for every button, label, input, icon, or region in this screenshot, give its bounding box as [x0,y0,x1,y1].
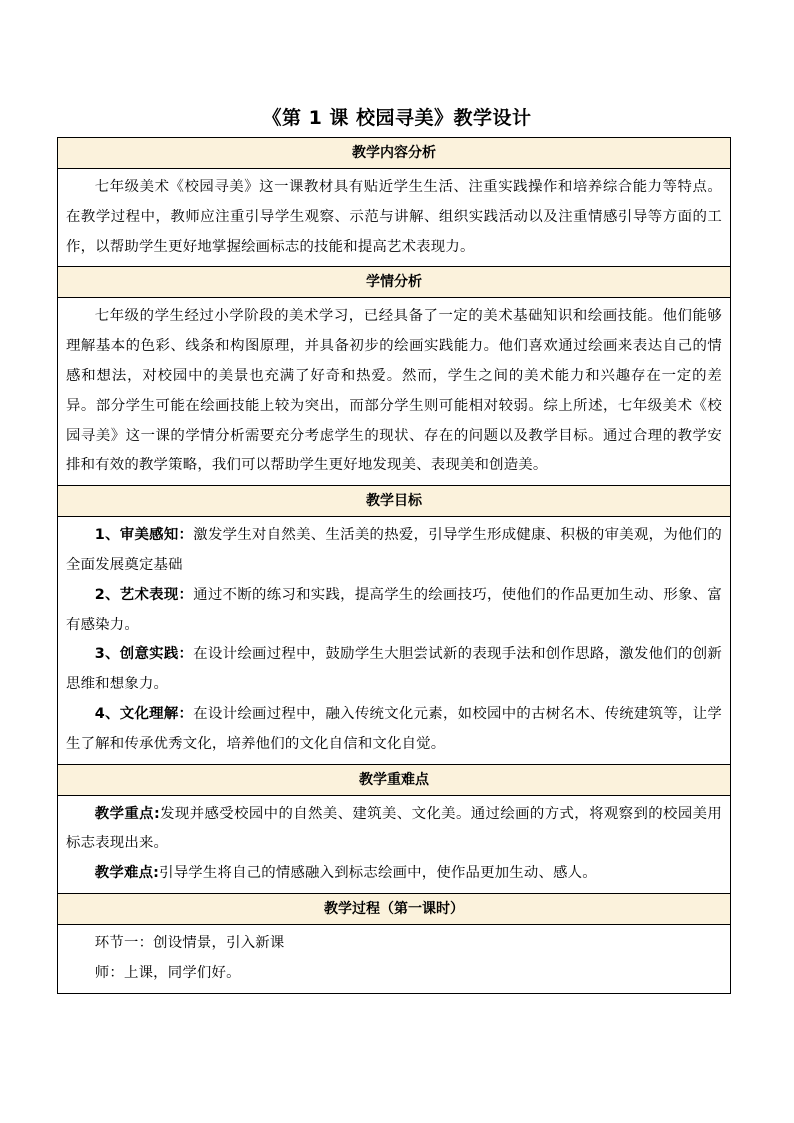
paragraph-text: 七年级美术《校园寻美》这一课教材具有贴近学生生活、注重实践操作和培养综合能力等特点。在教学过程中，教师应注重引导学生观察、示范与讲解、组织实践活动以及注重情感引导等方面的工作，以帮助学生更好地掌握绘画标志的技能和提高艺术表现力。 [66,179,722,255]
lesson-plan-table [57,137,731,994]
paragraph-text: 激发学生对自然美、生活美的热爱，引导学生形成健康、积极的审美观，为他们的全面发展奠定基础 [66,527,722,573]
section-body-teaching-objectives [58,517,731,764]
paragraph-lead: 4、文化理解： [94,705,194,722]
section-body-teaching-process [58,924,731,993]
paragraph [66,800,722,860]
paragraph-lead: 1、审美感知： [94,527,194,544]
section-header-row-key-difficult-points [58,764,731,795]
paragraph-text: 引导学生将自己的情感融入到标志绘画中，使作品更加生动、感人。 [159,865,597,882]
section-header-learner-analysis: 学情分析 [58,267,731,298]
paragraph-lead: 2、艺术表现： [94,586,194,603]
section-body-row-key-difficult-points [58,795,731,893]
paragraph-text: 环节一：创设情景，引入新课 [94,934,285,951]
section-header-content-analysis: 教学内容分析 [58,138,731,169]
paragraph [66,173,722,262]
paragraph-lead: 3、创意实践： [94,646,194,663]
paragraph-text: 七年级的学生经过小学阶段的美术学习，已经具备了一定的美术基础知识和绘画技能。他们能够理解基本的色彩、线条和构图原理，并具备初步的绘画实践能力。他们喜欢通过绘画来表达自己的情感和想法，对校园中的美景也充满了好奇和热爱。然而，学生之间的美术能力和兴趣存在一定的差异。部分学生可能在绘画技能上较为突出，而部分学生则可能相对较弱。综上所述，七年级美术《校园寻美》这一课的学情分析需要充分考虑学生的现状、存在的问题以及教学目标。通过合理的教学安排和有效的教学策略，我们可以帮助学生更好地发现美、表现美和创造美。 [66,308,722,474]
section-body-row-teaching-objectives [58,517,731,764]
paragraph-text: 通过不断的练习和实践，提高学生的绘画技巧，使他们的作品更加生动、形象、富有感染力。 [66,586,722,633]
paragraph [66,929,722,959]
section-body-learner-analysis [58,298,731,486]
section-header-key-difficult-points: 教学重难点 [58,764,731,795]
section-header-row-teaching-process [58,893,731,924]
section-body-content-analysis [58,169,731,267]
section-body-row-learner-analysis [58,298,731,486]
paragraph-text: 在设计绘画过程中，融入传统文化元素，如校园中的古树名木、传统建筑等，让学生了解和传承优秀文化，培养他们的文化自信和文化自觉。 [66,705,722,752]
paragraph [66,521,722,581]
paragraph [66,859,722,889]
paragraph [66,959,722,989]
paragraph-text: 在设计绘画过程中，鼓励学生大胆尝试新的表现手法和创作思路，激发他们的创新思维和想象力。 [66,646,722,693]
paragraph-lead: 教学难点: [94,865,160,882]
section-body-row-content-analysis [58,169,731,267]
section-header-row-learner-analysis [58,267,731,298]
paragraph [66,302,722,481]
paragraph [66,640,722,700]
section-body-row-teaching-process [58,924,731,993]
section-header-row-content-analysis [58,138,731,169]
section-header-teaching-process: 教学过程（第一课时） [58,893,731,924]
paragraph-lead: 教学重点: [94,805,160,822]
section-body-key-difficult-points [58,795,731,893]
paragraph-text: 发现并感受校园中的自然美、建筑美、文化美。通过绘画的方式，将观察到的校园美用标志表现出来。 [66,805,722,852]
paragraph [66,700,722,760]
section-header-row-teaching-objectives [58,486,731,517]
paragraph-text: 师：上课，同学们好。 [94,964,241,981]
document-title: 《第 1 课 校园寻美》教学设计 [262,107,532,129]
paragraph [66,581,722,641]
section-header-teaching-objectives: 教学目标 [58,486,731,517]
table-body [58,138,731,994]
